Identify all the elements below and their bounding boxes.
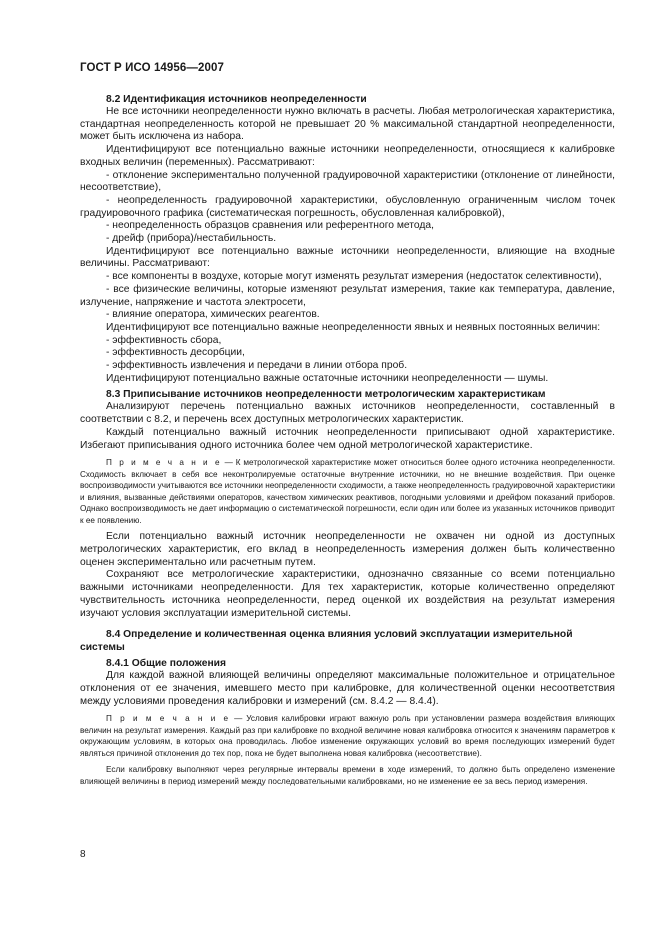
- note-text: — Условия калибровки играют важную роль при установлении размера воздействия влияющих величин на результат измерения. Каждый раз при калибровке по входной величине новая калибровка относится к значениям параметров к окружающим условиям, в которых она проводилась. Любое изменение окружающих условий во время последующих измерений будет являться причиной отклонения до тех пор, пока не будет выполнена новая калибровка (несоответствие).: [80, 714, 615, 758]
- section-8-4-title: 8.4 Определение и количественная оценка влияния условий эксплуатации измерительной системы: [80, 629, 573, 654]
- section-8-2-title: 8.2 Идентификация источников неопределенности: [106, 94, 367, 105]
- document-header: ГОСТ Р ИСО 14956—2007: [80, 62, 225, 74]
- list-item: - отклонение экспериментально полученной градуировочной характеристики (отклонение от линейности, несоответствие),: [80, 169, 615, 194]
- paragraph: Для каждой важной влияющей величины определяют максимальные положительное и отрицательное отклонения от ее значения, имевшего место при калибровке, для количественной оценки несоответствия между условиями проведения калибровки и измерений (см. 8.4.2 — 8.4.4).: [80, 670, 615, 707]
- note-label: П р и м е ч а н и е: [106, 458, 222, 468]
- page-number: 8: [80, 849, 86, 860]
- list-item: - эффективность сбора,: [106, 334, 222, 346]
- paragraph: Идентифицируют все потенциально важные неопределенности явных и неявных постоянных величин:: [106, 321, 601, 333]
- list-item: - дрейф (прибора)/нестабильность.: [106, 233, 277, 245]
- paragraph: Каждый потенциально важный источник неопределенности приписывают одной характеристике. Избегают приписывания одного источника более чем одной метрологической характеристике.: [80, 426, 615, 451]
- note-continuation: Если калибровку выполняют через регулярные интервалы времени в ходе измерений, то должно быть определено изменение влияющей величины в период измерений между последовательными калибровками, но не изменение ее за весь период измерения.: [80, 765, 615, 786]
- note: [80, 713, 615, 759]
- section-8-3-title: 8.3 Приписывание источников неопределенности метрологическим характеристикам: [106, 389, 546, 401]
- paragraph: Если потенциально важный источник неопределенности не охвачен ни одной из доступных метрологических характеристик, его вклад в неопределенность измерения должен быть количественно оценен экспериментально или расчетным путем.: [80, 531, 615, 568]
- list-item: - все компоненты в воздухе, которые могут изменять результат измерения (недостаток селективности),: [106, 271, 602, 283]
- paragraph: Не все источники неопределенности нужно включать в расчеты. Любая метрологическая характеристика, стандартная неопределенность которой не превышает 20 % максимальной стандартной неопределенности, может быть исключена из набора.: [80, 106, 615, 143]
- list-item: - эффективность десорбции,: [106, 347, 245, 359]
- paragraph: Идентифицируют все потенциально важные источники неопределенности, влияющие на входные величины. Рассматривают:: [80, 245, 615, 270]
- note-label: П р и м е ч а н и е: [106, 714, 231, 724]
- list-item: - влияние оператора, химических реагентов.: [106, 309, 320, 321]
- note: [80, 457, 615, 526]
- list-item: - неопределенность образцов сравнения или референтного метода,: [106, 220, 435, 232]
- list-item: - эффективность извлечения и передачи в линии отбора проб.: [106, 360, 408, 372]
- paragraph: Анализируют перечень потенциально важных источников неопределенности, составленный в соответствии с 8.2, и перечень всех доступных метрологических характеристик.: [80, 401, 615, 426]
- list-item: - неопределенность градуировочной характеристики, обусловленную ограниченным числом точек градуировочного графика (систематическая погрешность, обусловленная калибровкой),: [80, 194, 615, 219]
- note-text: — К метрологической характеристике может относиться более одного источника неопределенности. Сходимость включает в себя все неконтролируемые остаточные внутренние источники, но не внешние воздействия. При оценке воспроизводимости учитываются все источники неопределенности сходимости, а также неопределенность градуировочной характеристики и влияния, вызванные действиями операторов, качеством химических реактивов, погодными условиями и дрейфом показаний приборов. Однако воспроизводимость не дает информацию о систематической погрешности, если один или более из указанных источников приводит к ее появлению.: [80, 458, 615, 525]
- section-8-4-1-title: 8.4.1 Общие положения: [106, 658, 226, 670]
- paragraph: Идентифицируют все потенциально важные источники неопределенности, относящиеся к калибровке входных величин (переменных). Рассматривают:: [80, 144, 615, 168]
- paragraph: Идентифицируют потенциально важные остаточные источники неопределенности — шумы.: [106, 372, 549, 384]
- list-item: - все физические величины, которые изменяют результат измерения, такие как температура, давление, излучение, напряжение и частота электросети,: [80, 283, 615, 308]
- document-page: [80, 62, 615, 787]
- paragraph: Сохраняют все метрологические характеристики, однозначно связанные со всеми потенциально важными источниками неопределенности. Для тех характеристик, которые количественно определяют чувствительность источника неопределенности, перед оценкой их воздействия на результат измерения изучают условия эксплуатации измерительной системы.: [80, 569, 615, 619]
